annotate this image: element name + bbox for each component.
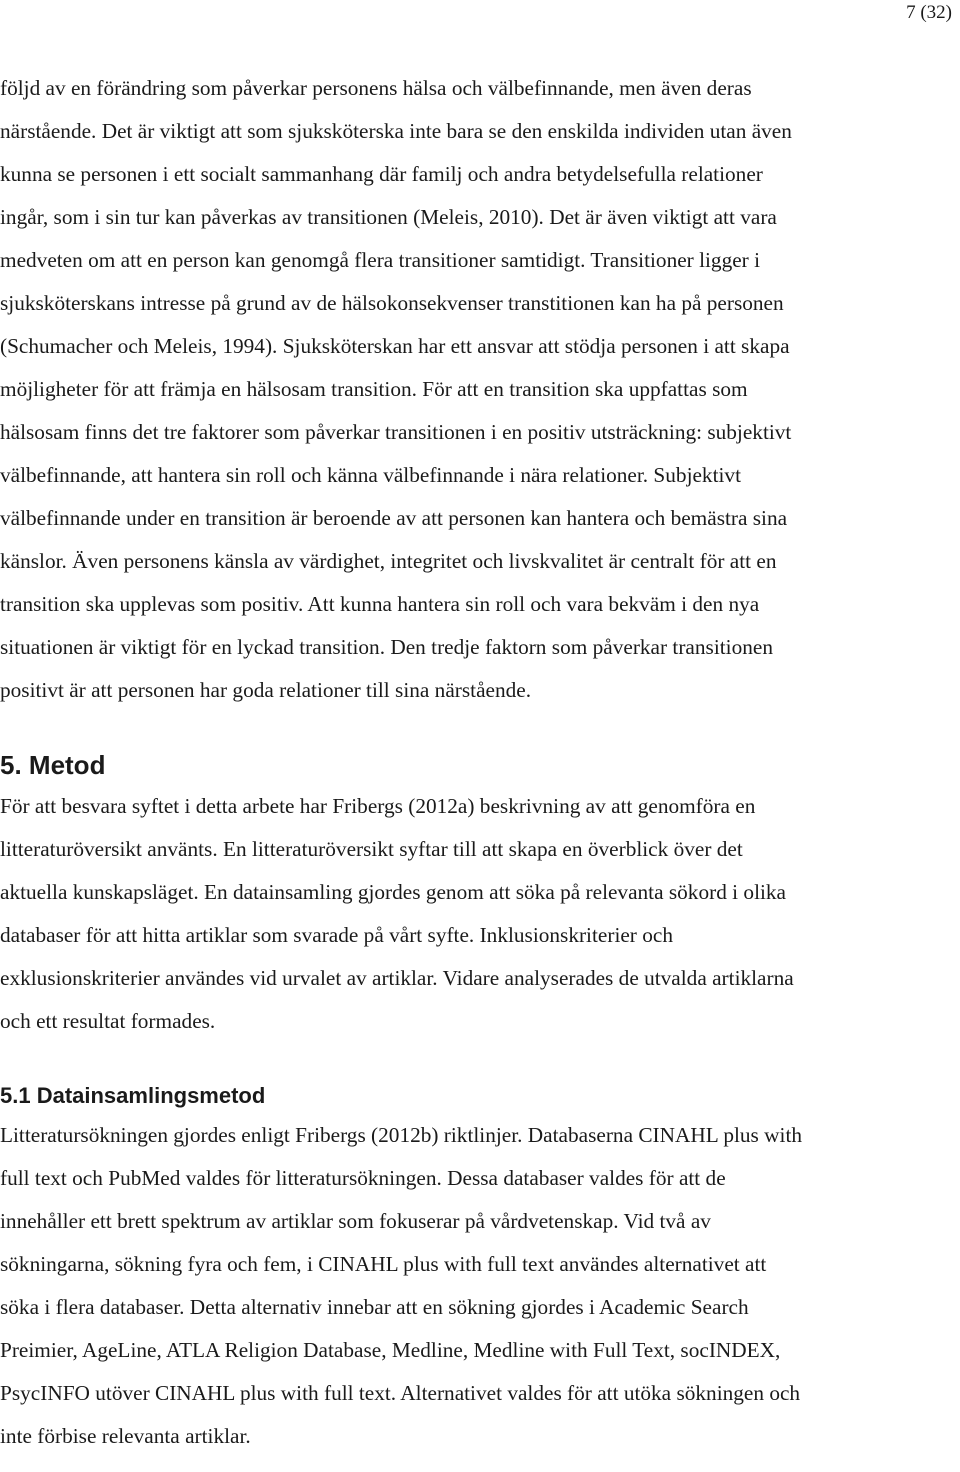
text-line: databaser för att hitta artiklar som svarade på vårt syfte. Inklusionskriterier och bbox=[0, 923, 673, 947]
text-line: positivt är att personen har goda relationer till sina närstående. bbox=[0, 678, 532, 702]
text-line: känslor. Även personens känsla av värdighet, integritet och livskvalitet är centralt för att en bbox=[0, 549, 777, 573]
text-line: Preimier, AgeLine, ATLA Religion Database, Medline, Medline with Full Text, socINDEX, bbox=[0, 1338, 781, 1362]
text-line: innehåller ett brett spektrum av artiklar som fokuserar på vårdvetenskap. Vid två av bbox=[0, 1209, 711, 1233]
subsection-heading-datainsamlingsmetod: 5.1 Datainsamlingsmetod bbox=[0, 1083, 266, 1108]
text-line: välbefinnande, att hantera sin roll och känna välbefinnande i nära relationer. Subjektivt bbox=[0, 463, 741, 487]
text-line: full text och PubMed valdes för litteratursökningen. Dessa databaser valdes för att de bbox=[0, 1166, 726, 1190]
text-line: PsycINFO utöver CINAHL plus with full text. Alternativet valdes för att utöka sökningen och bbox=[0, 1381, 801, 1405]
text-line: möjligheter för att främja en hälsosam transition. För att en transition ska uppfattas som bbox=[0, 377, 748, 401]
paragraph-transition bbox=[0, 67, 958, 712]
text-line: Litteratursökningen gjordes enligt Fribergs (2012b) riktlinjer. Databaserna CINAHL plus with bbox=[0, 1123, 803, 1147]
text-line: söka i flera databaser. Detta alternativ innebar att en sökning gjordes i Academic Search bbox=[0, 1295, 749, 1319]
text-line: exklusionskriterier användes vid urvalet av artiklar. Vidare analyserades de utvalda artiklarna bbox=[0, 966, 794, 990]
text-line: välbefinnande under en transition är beroende av att personen kan hantera och bemästra sina bbox=[0, 506, 788, 530]
text-line: För att besvara syftet i detta arbete har Fribergs (2012a) beskrivning av att genomföra en bbox=[0, 794, 756, 818]
page-number: 7 (32) bbox=[906, 2, 952, 23]
text-line: närstående. Det är viktigt att som sjuksköterska inte bara se den enskilda individen utan även bbox=[0, 119, 792, 143]
text-line: transition ska upplevas som positiv. Att kunna hantera sin roll och vara bekväm i den nya bbox=[0, 592, 760, 616]
text-line: ingår, som i sin tur kan påverkas av transitionen (Meleis, 2010). Det är även viktigt att vara bbox=[0, 205, 777, 229]
text-line: kunna se personen i ett socialt sammanhang där familj och andra betydelsefulla relationer bbox=[0, 162, 763, 186]
text-line: (Schumacher och Meleis, 1994). Sjuksköterskan har ett ansvar att stödja personen i att skapa bbox=[0, 334, 790, 358]
text-line: litteraturöversikt använts. En litteraturöversikt syftar till att skapa en överblick över det bbox=[0, 837, 743, 861]
text-line: aktuella kunskapsläget. En datainsamling gjordes genom att söka på relevanta sökord i olika bbox=[0, 880, 786, 904]
text-line: och ett resultat formades. bbox=[0, 1009, 216, 1033]
text-line: medveten om att en person kan genomgå flera transitioner samtidigt. Transitioner ligger i bbox=[0, 248, 761, 272]
document-body bbox=[0, 67, 958, 1458]
text-line: situationen är viktigt för en lyckad transition. Den tredje faktorn som påverkar transitionen bbox=[0, 635, 773, 659]
text-line: följd av en förändring som påverkar personens hälsa och välbefinnande, men även deras bbox=[0, 76, 752, 100]
paragraph-datainsamlingsmetod bbox=[0, 1114, 958, 1458]
paragraph-metod bbox=[0, 785, 958, 1043]
text-line: inte förbise relevanta artiklar. bbox=[0, 1424, 251, 1448]
text-line: hälsosam finns det tre faktorer som påverkar transitionen i en positiv utsträckning: subjektivt bbox=[0, 420, 792, 444]
text-line: sjuksköterskans intresse på grund av de hälsokonsekvenser transtitionen kan ha på personen bbox=[0, 291, 784, 315]
section-heading-metod: 5. Metod bbox=[0, 750, 106, 780]
text-line: sökningarna, sökning fyra och fem, i CINAHL plus with full text användes alternativet att bbox=[0, 1252, 767, 1276]
